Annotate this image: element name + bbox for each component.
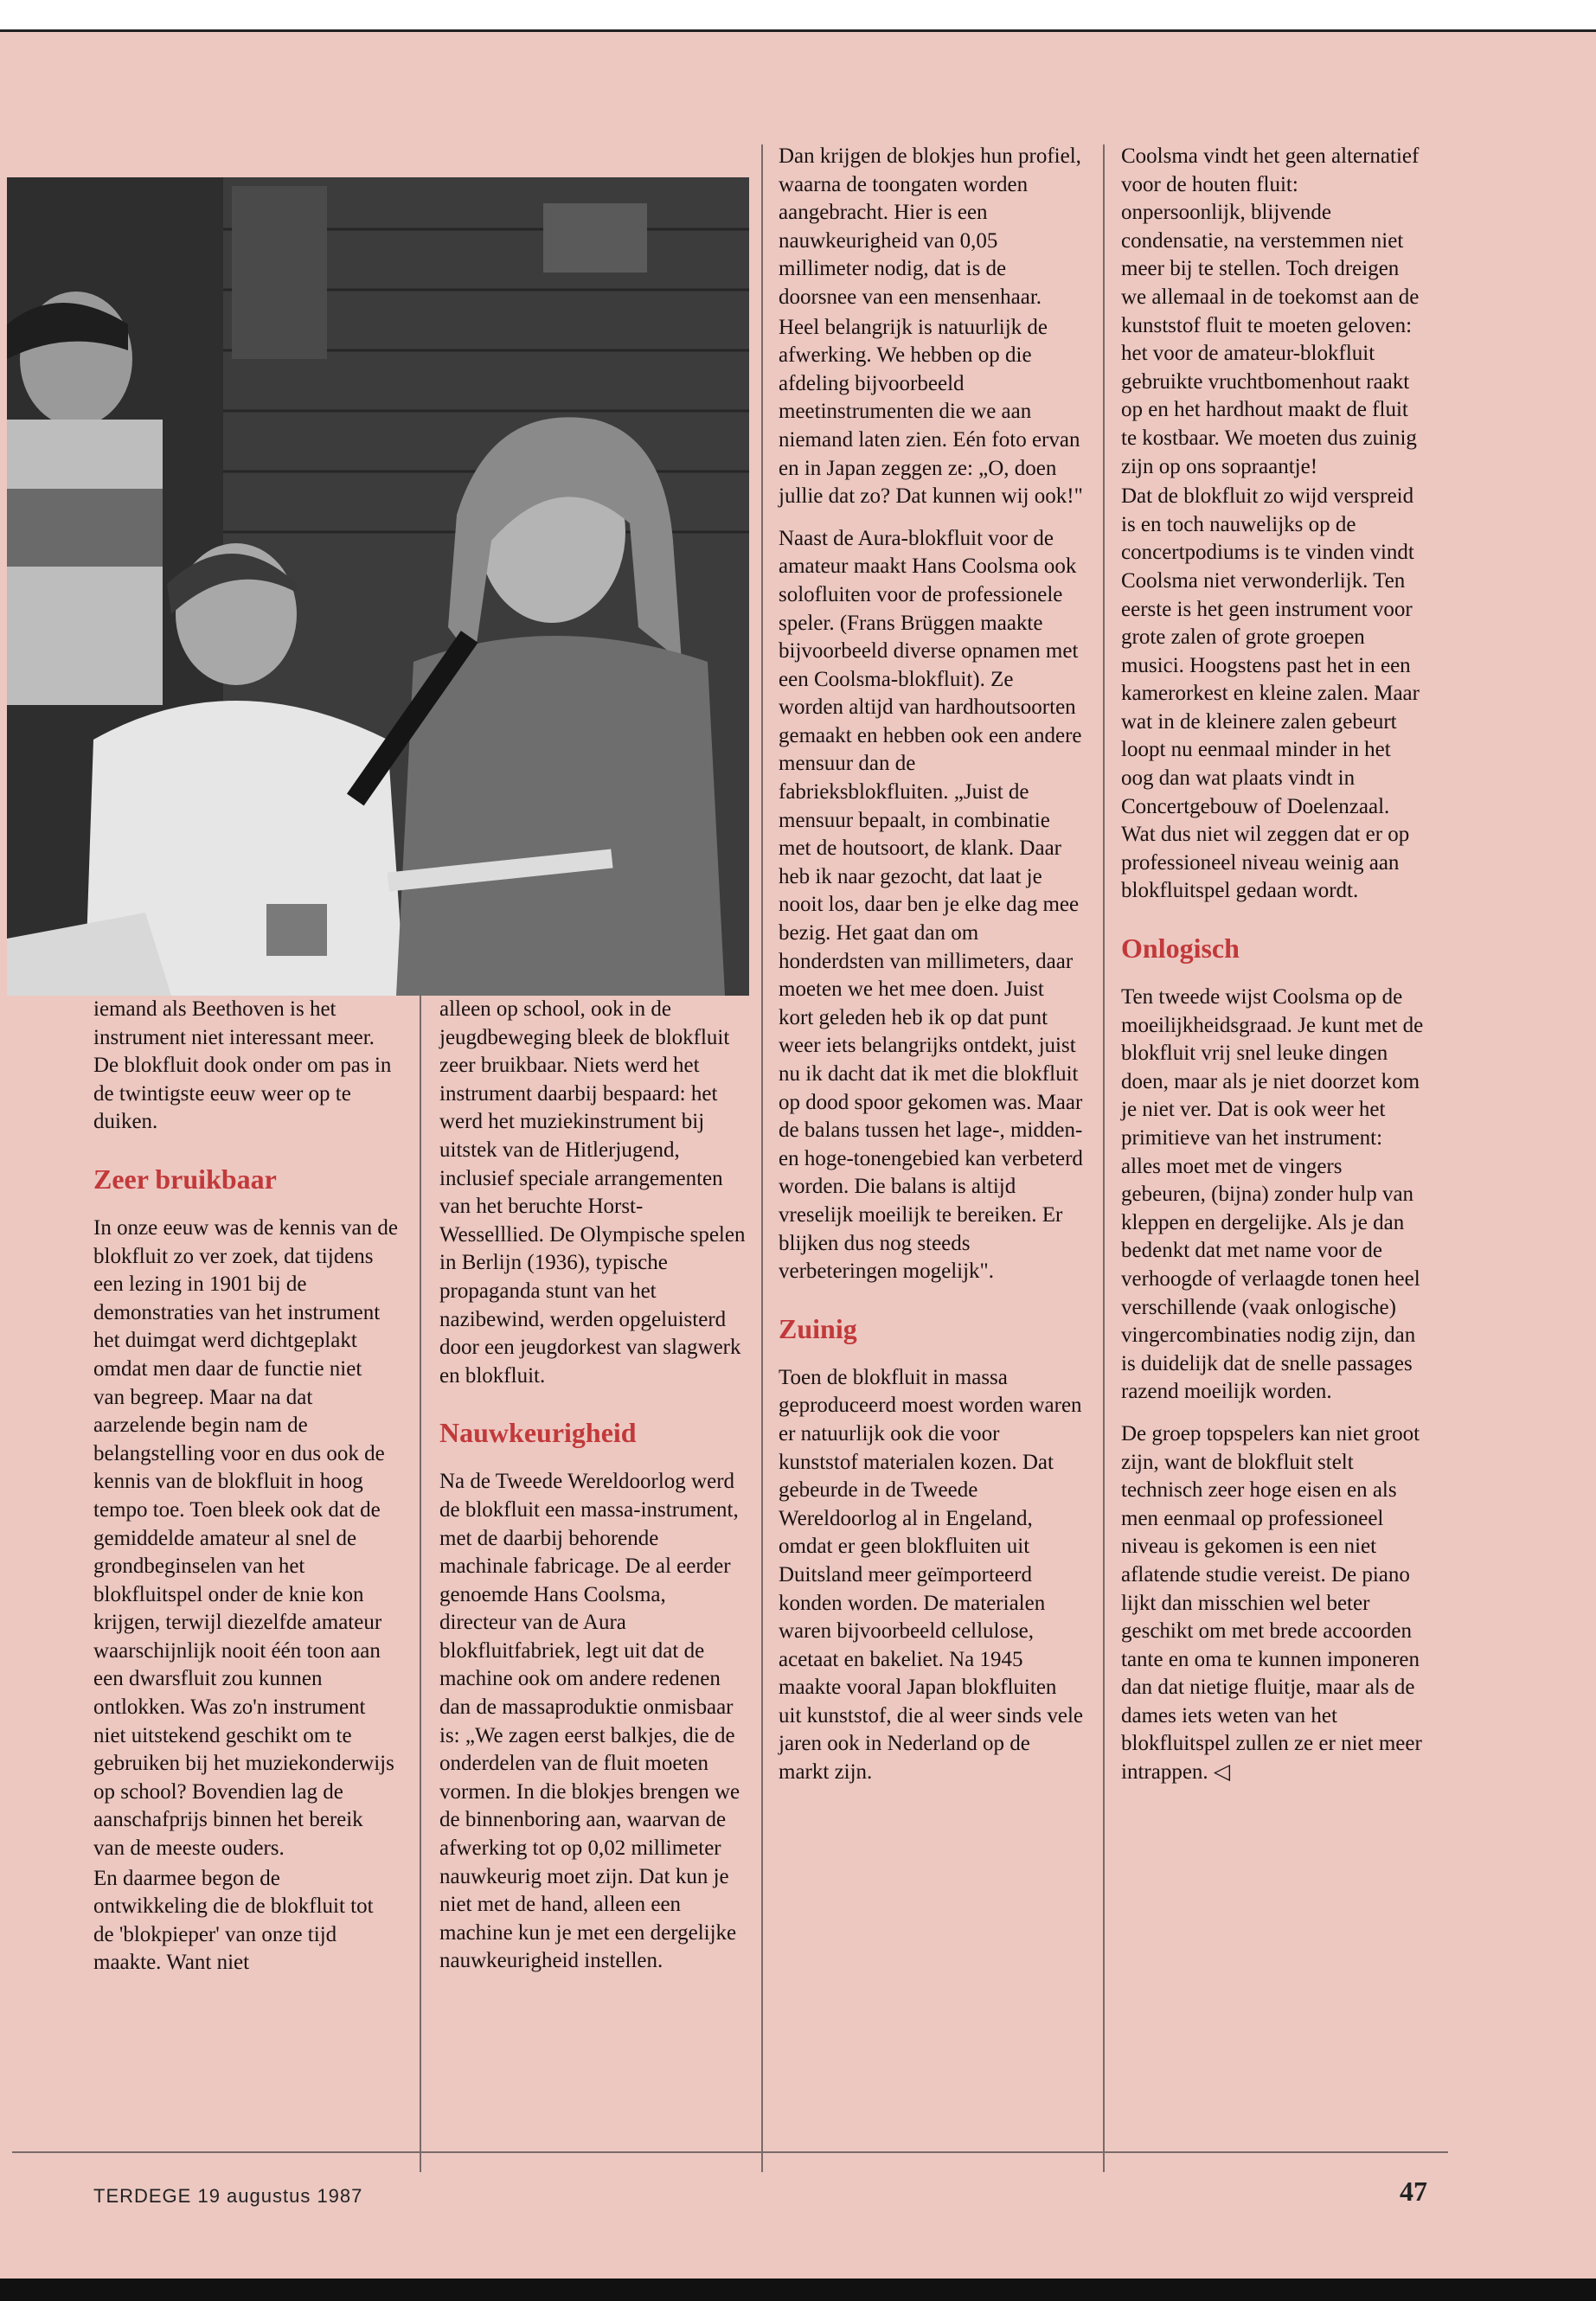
heading-onlogisch: Onlogisch	[1121, 933, 1240, 965]
photo-illustration	[7, 177, 749, 996]
column-rule-1	[420, 996, 421, 2172]
heading-zeer-bruikbaar: Zeer bruikbaar	[93, 1163, 277, 1195]
col3-paragraph-1: Dan krijgen de blokjes hun profiel, waarna de toongaten worden aangebracht. Hier is een nauwkeurigheid van 0,05 millimeter nodig, dat is de doorsnee van een mensenhaar.	[779, 144, 1081, 309]
footer-publication: TERDEGE 19 augustus 1987	[93, 2185, 363, 2207]
bottom-edge	[0, 2279, 1596, 2301]
col4-paragraph-4: De groep topspelers kan niet groot zijn, want de blokfluit stelt technisch zeer hoge eisen en als men eenmaal op professioneel niveau is gekomen is een niet aflatende studie vereist. De piano lijkt dan misschien wel beter geschikt om met brede accoorden tante en oma te kunnen imponeren dan dat nietige fluitje, maar als de dames iets weten van het blokfluitspel zullen ze er niet meer intrappen. ◁	[1121, 1421, 1422, 1785]
col2-paragraph-1: alleen op school, ook in de jeugdbeweging bleek de blokfluit zeer bruikbaar. Niets werd het instrument daarbij bespaard: het werd het muziekinstrument bij uitstek van de Hitlerjugend, inclusief speciale arrangementen van het beruchte Horst-Wesselllied. De Olympische spelen in Berlijn (1936), typische propaganda stunt van het nazibewind, werden opgeluisterd door een jeugdorkest van slagwerk en blokfluit.	[439, 997, 746, 1388]
col3-paragraph-2: Heel belangrijk is natuurlijk de afwerking. We hebben op die afdeling bijvoorbeeld meetinstrumenten die we aan niemand laten zien. Eén foto ervan en in Japan zeggen ze: „O, doen jullie dat zo? Dat kunnen wij ook!"	[779, 315, 1083, 509]
heading-nauwkeurigheid: Nauwkeurigheid	[439, 1417, 637, 1449]
col4-paragraph-1: Coolsma vindt het geen alternatief voor de houten fluit: onpersoonlijk, blijvende condensatie, na verstemmen niet meer bij te stellen. Toch dreigen we allemaal in de toekomst aan de kunststof fluit te moeten geloven: het voor de amateur-blokfluit gebruikte vruchtbomenhout raakt op en het hardhout maakt de fluit te kostbaar. We moeten dus zuinig zijn op ons sopraantje!	[1121, 144, 1420, 478]
col1-paragraph-1: iemand als Beethoven is het instrument niet interessant meer. De blokfluit dook onder om pas in de twintigste eeuw weer op te duiken.	[93, 997, 392, 1134]
col1-paragraph-2: In onze eeuw was de kennis van de blokfluit zo ver zoek, dat tijdens een lezing in 1901 bij de demonstraties van het instrument het duimgat werd dichtgeplakt omdat men daar de functie niet van begreep. Maar na dat aarzelende begin nam de belangstelling voor en dus ook de kennis van de blokfluit in hoog tempo toe. Toen bleek ook dat de gemiddelde amateur al snel de grondbeginselen van het blokfluitspel onder de knie kon krijgen, terwijl diezelfde amateur waarschijnlijk nooit één toon aan een dwarsfluit zou kunnen ontlokken. Was zo'n instrument niet uitstekend geschikt om te gebruiken bij het muziekonderwijs op school? Bovendien lag de aanschafprijs binnen het bereik van de meeste ouders.	[93, 1215, 398, 1861]
col3-paragraph-3: Naast de Aura-blokfluit voor de amateur maakt Hans Coolsma ook solofluiten voor de professionele speler. (Frans Brüggen maakte bijvoorbeeld diverse opnamen met een Coolsma-blokfluit). Ze worden altijd van hardhoutsoorten gemaakt en hebben ook een andere mensuur dan de fabrieksblokfluiten. „Juist de mensuur bepaalt, in combinatie met de houtsoort, de klank. Daar heb ik naar gezocht, dat laat je nooit los, daar ben je elke dag mee bezig. Het gaat dan om honderdsten van millimeters, daar moeten we het mee doen. Juist kort geleden heb ik op dat punt weer iets belangrijks ontdekt, juist nu ik dacht dat ik met die blokfluit op dood spoor gekomen was. Maar de balans tussen het lage-, midden- en hoge-tonengebied kan verbeterd worden. Die balans is altijd vreselijk moeilijk te bereiken. Er blijken dus nog steeds verbeteringen mogelijk".	[779, 526, 1083, 1284]
magazine-page	[0, 29, 1596, 2281]
column-2	[439, 996, 746, 1977]
col4-paragraph-3: Ten tweede wijst Coolsma op de moeilijkheidsgraad. Je kunt met de blokfluit vrij snel leuke dingen doen, maar als je niet doorzet kom je niet ver. Dat is ook weer het primitieve van het instrument: alles moet met de vingers gebeuren, (bijna) zonder hulp van kleppen en dergelijke. Als je dan bedenkt dat met name voor de verhoogde of verlaagde tonen heel verschillende (vaak onlogische) vingercombinaties nodig zijn, dan is duidelijk dat de snelle passages razend moeilijk worden.	[1121, 985, 1424, 1404]
top-margin	[0, 0, 1596, 29]
page-number: 47	[1400, 2176, 1427, 2207]
column-1	[93, 996, 398, 1979]
footer-rule	[12, 2151, 1448, 2153]
column-rule-2	[761, 144, 763, 2172]
col1-paragraph-3: En daarmee begon de ontwikkeling die de blokfluit tot de 'blokpieper' van onze tijd maakte. Want niet	[93, 1866, 374, 1975]
column-4	[1121, 143, 1426, 1789]
column-3	[779, 143, 1083, 1789]
col4-paragraph-2: Dat de blokfluit zo wijd verspreid is en toch nauwelijks op de concertpodiums is te vinden vindt Coolsma niet verwonderlijk. Ten eerste is het geen instrument voor grote zalen of grote groepen musici. Hoogstens past het in een kamerorkest en kleine zalen. Maar wat in de kleinere zalen gebeurt loopt nu eenmaal minder in het oog dan wat plaats vindt in Concertgebouw of Doelenzaal. Wat dus niet wil zeggen dat er op professioneel niveau weinig aan blokfluitspel gedaan wordt.	[1121, 484, 1420, 903]
photo-children-recorder	[7, 177, 749, 996]
col3-paragraph-4: Toen de blokfluit in massa geproduceerd moest worden waren er natuurlijk ook die voor kunststof materialen kozen. Dat gebeurde in de Tweede Wereldoorlog al in Engeland, omdat er geen blokfluiten uit Duitsland meer geïmporteerd konden worden. De materialen waren bijvoorbeeld cellulose, acetaat en bakeliet. Na 1945 maakte vooral Japan blokfluiten uit kunststof, die al weer sinds vele jaren ook in Nederland op de markt zijn.	[779, 1365, 1084, 1785]
column-rule-3	[1103, 144, 1105, 2172]
col2-paragraph-2: Na de Tweede Wereldoorlog werd de blokfluit een massa-instrument, met de daarbij behorende machinale fabricage. De al eerder genoemde Hans Coolsma, directeur van de Aura blokfluitfabriek, legt uit dat de machine ook om andere redenen dan de massaproduktie onmisbaar is: „We zagen eerst balkjes, die de onderdelen van de fluit moeten vormen. In die blokjes brengen we de binnenboring aan, waarvan de afwerking tot op 0,02 millimeter nauwkeurig moet zijn. Dat kun je niet met de hand, alleen een machine kun je met een dergelijke nauwkeurigheid instellen.	[439, 1470, 740, 1973]
heading-zuinig: Zuinig	[779, 1312, 857, 1344]
